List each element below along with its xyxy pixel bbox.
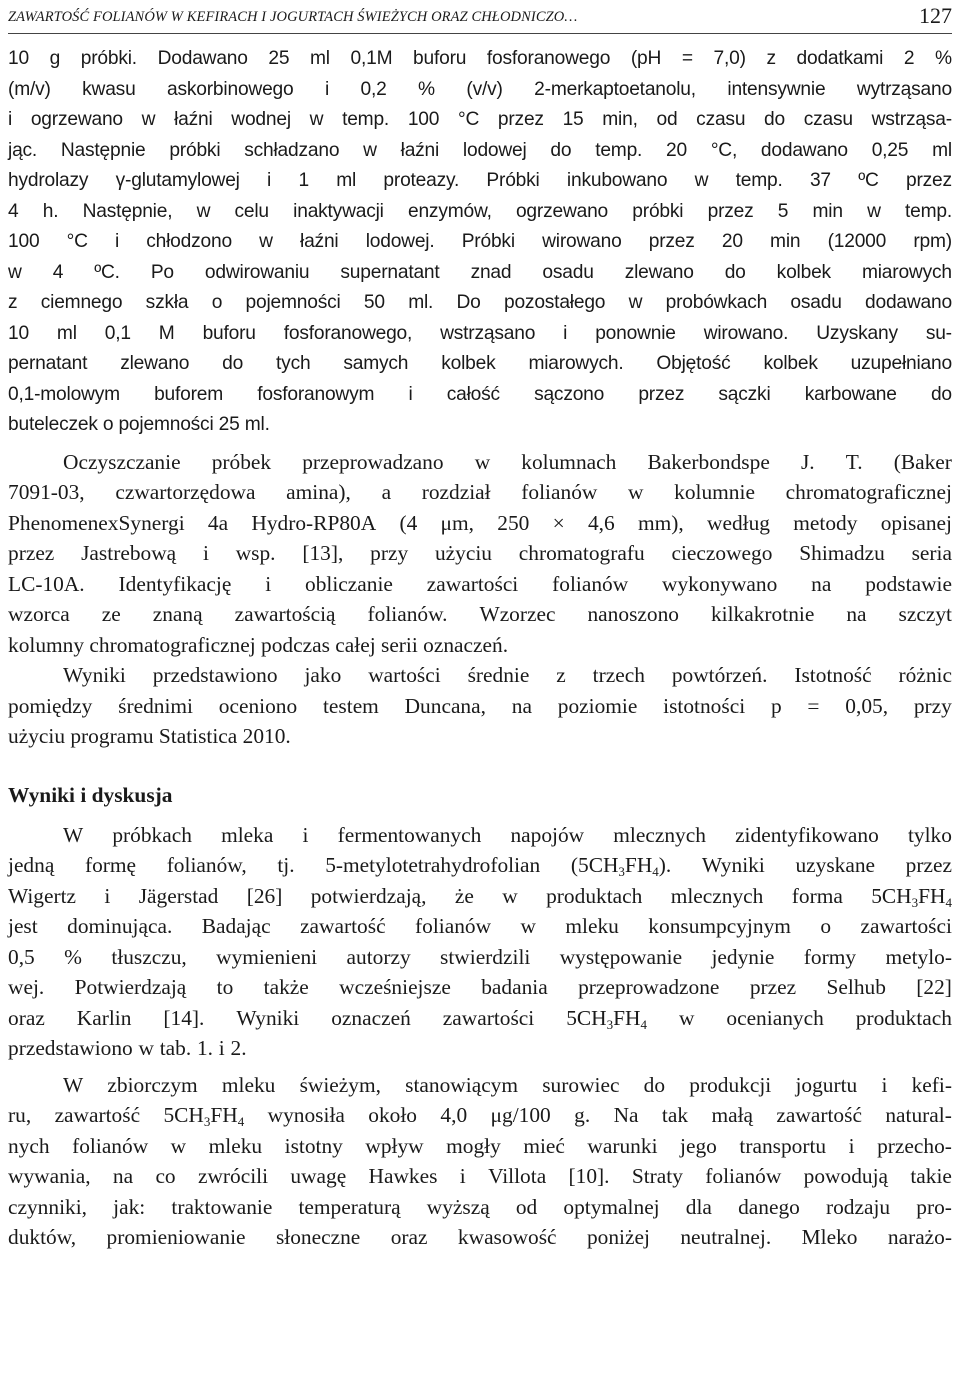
text-line: LC-10A. Identyfikację i obliczanie zawartości folianów wykonywano na podstawie — [8, 571, 952, 596]
text-line: kolumny chromatograficznej podczas całej serii oznaczeń. — [8, 632, 509, 657]
text-line: Oczyszczanie próbek przeprowadzano w kolumnach Bakerbondspe J. T. (Baker — [63, 449, 952, 474]
text-line: jedną formę folianów, tj. 5-metylotetrahydrofolian $(5CH_3FH_4)$. Wyniki uzyskane przez — [8, 853, 952, 879]
text-line: 10 g próbki. Dodawano 25 ml 0,1M buforu fosforanowego (pH = 7,0) z dodatkami 2 % — [8, 48, 952, 69]
text-line: jest dominująca. Badając zawartość folianów w mleku konsumpcyjnym o zawartości — [8, 914, 952, 938]
paragraph — [8, 660, 952, 752]
text-line: Wigertz i Jägerstad [26] potwierdzają, że w produktach mlecznych forma $5CH_3FH_4$ — [8, 883, 952, 910]
text-line: nych folianów w mleku istotny wpływ mogły mieć warunki jego transportu i przecho- — [8, 1133, 952, 1158]
text-line: ru, zawartość $5CH_3FH_4$ wynosiła około 4,0 μg/100 g. Na tak małą zawartość natural- — [8, 1103, 952, 1129]
text-line: Wyniki przedstawiono jako wartości średnie z trzech powtórzeń. Istotność różnic — [63, 663, 952, 687]
page-number: 127 — [919, 3, 952, 28]
text-line: 0,1-molowym buforem fosforanowym i całość sączono przez sączki karbowane do — [8, 383, 952, 405]
text-line: pomiędzy średnimi oceniono testem Duncana, na poziomie istotności p = 0,05, przy — [8, 693, 952, 718]
text-line: (m/v) kwasu askorbinowego i 0,2 % (v/v) 2-merkaptoetanolu, intensywnie wytrząsano — [8, 78, 952, 100]
text-line: duktów, promieniowanie słoneczne oraz kwasowość poniżej neutralnej. Mleko narażo- — [8, 1225, 952, 1249]
text-line: hydrolazy γ-glutamylowej i 1 ml proteazy. Próbki inkubowano w temp. 37 ºC przez — [8, 170, 952, 191]
section-heading: Wyniki i dyskusja — [8, 782, 173, 807]
text-line: z ciemnego szkła o pojemności 50 ml. Do pozostałego w probówkach osadu dodawano — [8, 292, 952, 313]
text-line: 4 h. Następnie, w celu inaktywacji enzymów, ogrzewano próbki przez 5 min w temp. — [8, 200, 952, 222]
text-line: PhenomenexSynergi 4a Hydro-RP80A (4 μm, 250 × 4,6 mm), według metody opisanej — [8, 510, 952, 535]
text-line: w 4 ºC. Po odwirowaniu supernatant znad osadu zlewano do kolbek miarowych — [8, 261, 952, 283]
text-line: 100 °C i chłodzono w łaźni lodowej. Próbki wirowano przez 20 min (12000 rpm) — [8, 231, 952, 252]
text-line: czynniki, jak: traktowanie temperaturą wyższą od optymalnej dla danego rodzaju pro- — [8, 1194, 952, 1219]
text-line: jąc. Następnie próbki schładzano w łaźni lodowej do temp. 20 °C, dodawano 0,25 ml — [8, 139, 952, 161]
text-line: W zbiorczym mleku świeżym, stanowiącym surowiec do produkcji jogurtu i kefi- — [63, 1072, 952, 1097]
text-line: wej. Potwierdzają to także wcześniejsze badania przeprowadzone przez Selhub [22] — [8, 975, 952, 999]
text-line: buteleczek o pojemności 25 ml. — [8, 414, 270, 435]
text-line: 7091-03, czwartorzędowa amina), a rozdział folianów w kolumnie chromatograficznej — [8, 480, 952, 504]
text-line: 10 ml 0,1 M buforu fosforanowego, wstrząsano i ponownie wirowano. Uzyskany su- — [8, 322, 952, 344]
paragraph — [8, 447, 952, 661]
text-line: i ogrzewano w łaźni wodnej w temp. 100 °C przez 15 min, od czasu do czasu wstrząsa- — [8, 109, 952, 130]
text-line: wywania, na co zwrócili uwagę Hawkes i Villota [10]. Straty folianów powodują takie — [8, 1164, 952, 1188]
running-header — [8, 3, 952, 34]
running-title: ZAWARTOŚĆ FOLIANÓW W KEFIRACH I JOGURTACH ŚWIEŻYCH ORAZ CHŁODNICZO… — [8, 9, 578, 25]
text-line: wzorca ze znaną zawartością folianów. Wzorzec nanoszono kilkakrotnie na szczyt — [8, 602, 952, 626]
text-line: przedstawiono w tab. 1. i 2. — [8, 1036, 247, 1060]
text-line: oraz Karlin [14]. Wyniki oznaczeń zawartości $5CH_3FH_4$ w ocenianych produktach — [8, 1005, 952, 1032]
paragraph — [8, 44, 952, 441]
text-line: użyciu programu Statistica 2010. — [8, 724, 291, 748]
article-body — [8, 44, 952, 1253]
text-line: pernatant zlewano do tych samych kolbek miarowych. Objętość kolbek uzupełniano — [8, 353, 952, 374]
paragraph — [8, 1070, 952, 1253]
paragraph — [8, 820, 952, 1064]
text-line: W próbkach mleka i fermentowanych napojów mlecznych zidentyfikowano tylko — [63, 822, 952, 847]
text-line: przez Jastrebową i wsp. [13], przy użyciu chromatografu cieczowego Shimadzu seria — [8, 541, 952, 565]
text-line: 0,5 % tłuszczu, wymienieni autorzy stwierdzili występowanie jedynie formy metylo- — [8, 944, 952, 969]
